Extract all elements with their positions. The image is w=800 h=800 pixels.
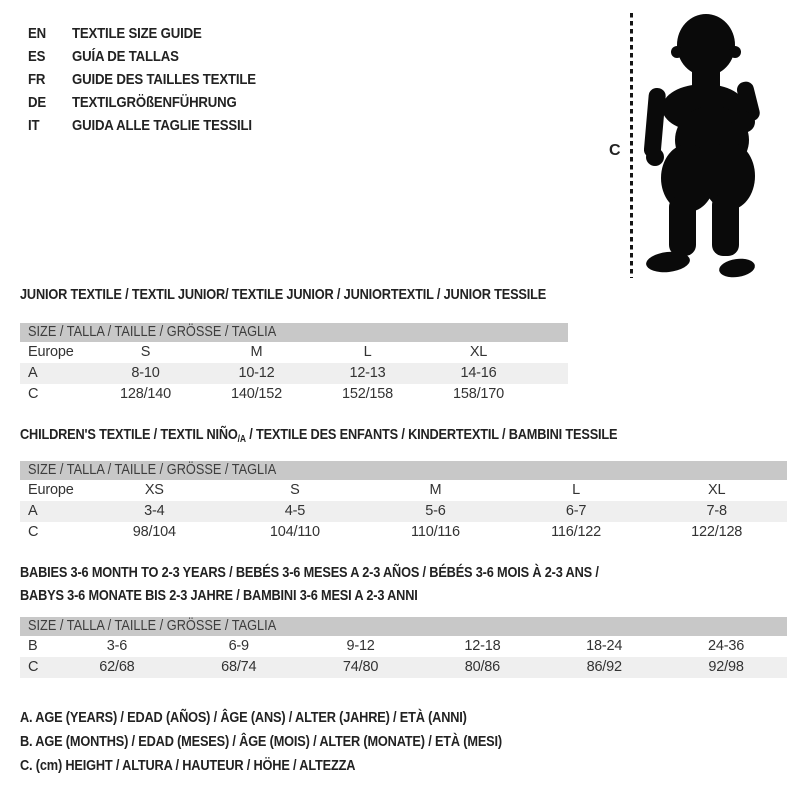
table-row (20, 522, 787, 543)
size-cell: XL (469, 344, 488, 360)
heading-part: CHILDREN'S TEXTILE / TEXTIL NIÑO (20, 426, 238, 443)
height-cell: 116/122 (551, 524, 602, 540)
footnote-b (20, 730, 568, 754)
language-row (28, 68, 256, 91)
height-cell: 104/110 (269, 524, 320, 540)
size-cell: L (572, 482, 581, 498)
table-row (20, 480, 787, 501)
language-code: IT (28, 117, 40, 134)
table-row (20, 501, 787, 522)
age-cell: 8-10 (131, 365, 160, 381)
baby-silhouette-icon (644, 8, 768, 280)
section-heading-babies (20, 561, 701, 607)
age-cell: 6-9 (228, 638, 249, 654)
age-cell: 12-13 (349, 365, 386, 381)
size-cell: L (363, 344, 372, 360)
children-size-table (20, 461, 787, 543)
row-label: A (28, 365, 38, 381)
guide-title: GUIDA ALLE TAGLIE TESSILI (72, 117, 252, 134)
language-row (28, 114, 256, 137)
table-header-text: SIZE / TALLA / TAILLE / GRÖSSE / TAGLIA (28, 462, 277, 478)
table-header-bar (20, 617, 787, 636)
row-label: B (28, 638, 38, 654)
height-cell: 74/80 (342, 659, 379, 675)
age-cell: 9-12 (346, 638, 375, 654)
size-cell: M (429, 482, 442, 498)
section-heading-children (20, 426, 723, 445)
language-row (28, 22, 256, 45)
section-heading-junior (20, 286, 639, 303)
row-label: A (28, 503, 38, 519)
height-cell: 152/158 (341, 386, 393, 402)
height-cell: 62/68 (99, 659, 135, 675)
heading-part-subscript: /A (237, 434, 246, 445)
height-dashed-line (630, 13, 633, 278)
footnote-text: A. AGE (YEARS) / EDAD (AÑOS) / ÂGE (ANS) / ALTER (JAHRE) / ETÀ (ANNI) (20, 710, 467, 726)
language-code: EN (28, 25, 46, 42)
language-code: ES (28, 48, 46, 65)
footnote-text: C. (cm) HEIGHT / ALTURA / HAUTEUR / HÖHE / ALTEZZA (20, 758, 356, 774)
guide-title: GUÍA DE TALLAS (72, 48, 179, 65)
language-legend (28, 22, 287, 137)
row-label: C (28, 386, 39, 402)
age-cell: 18-24 (586, 638, 623, 654)
age-cell: 10-12 (238, 365, 275, 381)
section-heading-line: BABIES 3-6 MONTH TO 2-3 YEARS / BEBÉS 3-6 MESES A 2-3 AÑOS / BÉBÉS 3-6 MOIS À 2-3 ANS / (20, 564, 599, 581)
table-row (20, 636, 787, 657)
table-header-text: SIZE / TALLA / TAILLE / GRÖSSE / TAGLIA (28, 618, 277, 634)
age-cell: 5-6 (425, 503, 446, 519)
table-header-text: SIZE / TALLA / TAILLE / GRÖSSE / TAGLIA (28, 324, 277, 340)
junior-size-table (20, 323, 568, 405)
height-cell: 140/152 (230, 386, 282, 402)
footnote-a (20, 706, 568, 730)
table-header-bar (20, 461, 787, 480)
height-cell: 98/104 (132, 524, 176, 540)
age-cell: 3-4 (144, 503, 165, 519)
babies-size-table (20, 617, 787, 678)
height-cell: 92/98 (708, 659, 744, 675)
table-row (20, 363, 568, 384)
footnotes (20, 706, 568, 778)
language-row (28, 91, 256, 114)
row-label: Europe (28, 482, 74, 498)
language-code: DE (28, 94, 46, 111)
height-cell: 122/128 (691, 524, 743, 540)
age-cell: 3-6 (106, 638, 128, 654)
section-heading-text (20, 426, 617, 445)
height-cell: 68/74 (221, 659, 257, 675)
footnote-c (20, 754, 568, 778)
size-cell: XS (144, 482, 164, 498)
language-row (28, 45, 256, 68)
section-heading-line: BABYS 3-6 MONATE BIS 2-3 JAHRE / BAMBINI 3-6 MESI A 2-3 ANNI (20, 587, 418, 604)
height-cell: 80/86 (464, 659, 501, 675)
guide-title: TEXTILE SIZE GUIDE (72, 25, 202, 42)
age-cell: 6-7 (565, 503, 587, 519)
row-label: C (28, 659, 39, 675)
row-label: Europe (28, 344, 74, 360)
height-cell: 128/140 (119, 386, 171, 402)
age-cell: 7-8 (706, 503, 727, 519)
age-cell: 4-5 (284, 503, 306, 519)
language-code: FR (28, 71, 46, 88)
height-cell: 110/116 (411, 524, 460, 540)
guide-title: GUIDE DES TAILLES TEXTILE (72, 71, 256, 88)
table-row (20, 342, 568, 363)
table-header-bar (20, 323, 568, 342)
row-label: C (28, 524, 39, 540)
section-heading-text: JUNIOR TEXTILE / TEXTIL JUNIOR/ TEXTILE JUNIOR / JUNIORTEXTIL / JUNIOR TESSILE (20, 286, 547, 303)
heading-part: / TEXTILE DES ENFANTS / KINDERTEXTIL / BAMBINI TESSILE (245, 426, 618, 443)
age-cell: 12-18 (464, 638, 501, 654)
table-row (20, 657, 787, 678)
size-cell: XL (708, 482, 726, 498)
height-cell: 86/92 (586, 659, 622, 675)
height-cell: 158/170 (452, 386, 504, 402)
height-measure-label: C (609, 142, 621, 159)
footnote-text: B. AGE (MONTHS) / EDAD (MESES) / ÂGE (MOIS) / ALTER (MONATE) / ETÀ (MESI) (20, 734, 502, 750)
guide-title: TEXTILGRÖßENFÜHRUNG (72, 94, 237, 111)
size-cell: M (250, 344, 263, 360)
size-cell: S (290, 482, 300, 498)
size-cell: S (140, 344, 151, 360)
age-cell: 14-16 (460, 365, 497, 381)
age-cell: 24-36 (708, 638, 745, 654)
table-row (20, 384, 568, 405)
